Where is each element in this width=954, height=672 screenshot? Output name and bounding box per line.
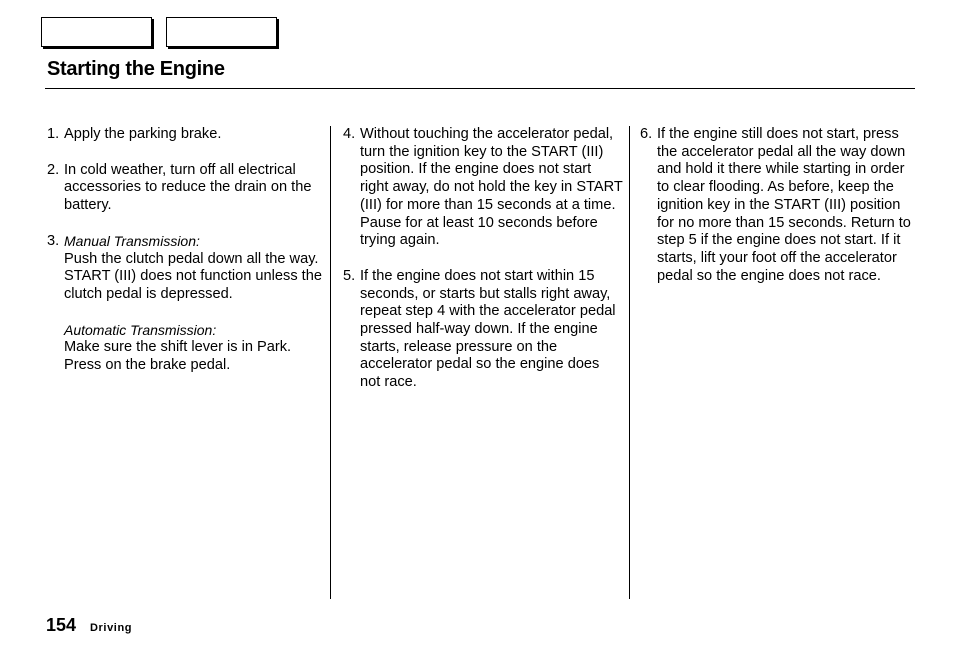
step-5	[343, 268, 623, 392]
automatic-transmission-label: Automatic Transmission:	[64, 321, 217, 338]
column-divider	[330, 126, 331, 599]
column-3	[640, 126, 920, 285]
page-number: 154	[46, 615, 77, 635]
step-number: 5.	[343, 267, 356, 284]
step-text: In cold weather, turn off all electrical accessories to reduce the drain on the battery.	[64, 161, 312, 214]
step-number: 3.	[47, 232, 60, 249]
step-text: If the engine does not start within 15 seconds, or starts but stalls right away, repeat step 4 with the accelerator pedal pressed half-way down. If the engine starts, release pressure on the accelerator pedal so the engine does not race.	[360, 267, 616, 391]
column-1	[47, 126, 322, 375]
title-divider	[45, 88, 915, 89]
manual-transmission-label: Manual Transmission:	[64, 232, 200, 249]
step-text: Apply the parking brake.	[64, 126, 222, 142]
prev-page-button[interactable]	[41, 17, 152, 47]
page-title: Starting the Engine	[47, 58, 225, 80]
column-2	[343, 126, 623, 392]
step-3	[47, 233, 322, 375]
step-number: 2.	[47, 161, 60, 178]
step-text: Without touching the accelerator pedal, turn the ignition key to the START (III) position. If the engine does not start right away, do not hold the key in START (III) for more than 15 seconds at a time. Pause for at least 10 seconds before trying again.	[360, 126, 623, 249]
step-number: 4.	[343, 126, 356, 142]
step-2	[47, 162, 322, 215]
step-1	[47, 126, 322, 144]
step-text: If the engine still does not start, press the accelerator pedal all the way down and hold it there while starting in order to clear flooding. As before, keep the ignition key in the START (III) position for no more than 15 seconds. Return to step 5 if the engine does not start. If it starts, lift your foot off the accelerator pedal so the engine does not race.	[657, 126, 911, 284]
manual-transmission-text: Push the clutch pedal down all the way. START (III) does not function unless the clutch pedal is depressed.	[64, 250, 322, 302]
step-number: 6.	[640, 126, 653, 142]
automatic-transmission-text: Make sure the shift lever is in Park. Press on the brake pedal.	[64, 339, 292, 374]
step-6	[640, 126, 920, 285]
next-page-button[interactable]	[166, 17, 277, 47]
step-number: 1.	[47, 126, 60, 142]
column-divider	[629, 126, 630, 599]
step-4	[343, 126, 623, 250]
section-name: Driving	[90, 622, 133, 634]
